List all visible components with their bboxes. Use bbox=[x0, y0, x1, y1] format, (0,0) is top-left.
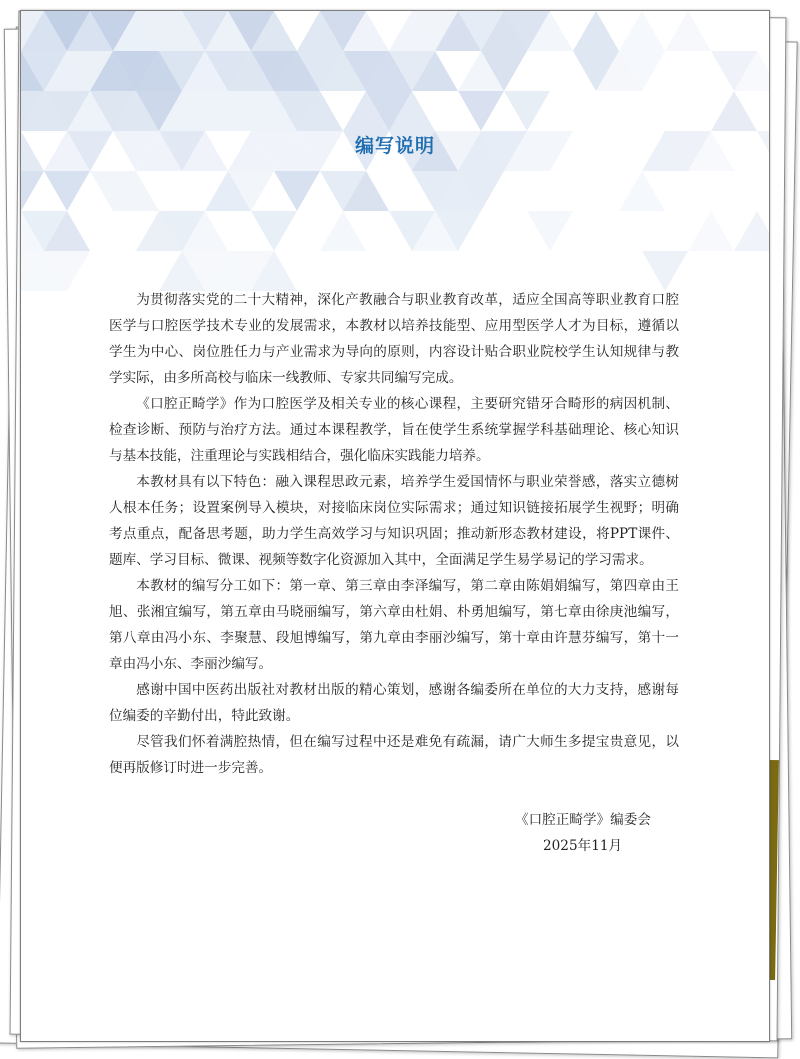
signature-block bbox=[461, 807, 701, 859]
paragraph-authors: 本教材的编写分工如下：第一章、第三章由李泽编写，第二章由陈娟娟编写，第四章由王旭、张湘宜编写，第五章由马晓丽编写，第六章由杜娟、朴勇旭编写，第七章由徐庚池编写，第八章由冯小东、李聚慧、段旭博编写，第九章由李丽沙编写，第十章由许慧芬编写，第十一章由冯小东、李丽沙编写。 bbox=[109, 578, 679, 672]
pattern-triangle bbox=[320, 211, 366, 251]
pattern-triangle bbox=[274, 171, 320, 211]
paragraph-course-intro: 《口腔正畸学》作为口腔医学及相关专业的核心课程，主要研究错牙合畸形的病因机制、检查诊断、预防与治疗方法。通过本课程教学，旨在使学生系统掌握学科基础理论、核心知识与基本技能，注重理论与实践相结合，强化临床实践能力培养。 bbox=[109, 396, 679, 464]
paragraph-acknowledgement: 感谢中国中医药出版社对教材出版的精心策划，感谢各编委所在单位的大力支持，感谢每位编委的辛勤付出，特此致谢。 bbox=[109, 682, 679, 724]
pattern-triangle bbox=[619, 171, 665, 211]
pattern-triangle bbox=[734, 211, 769, 251]
pattern-triangle bbox=[573, 11, 619, 51]
document-page bbox=[20, 10, 770, 1042]
pattern-triangle bbox=[504, 91, 550, 131]
pattern-triangle bbox=[711, 91, 757, 131]
pattern-triangle bbox=[688, 211, 734, 251]
page-title: 编写说明 bbox=[354, 135, 435, 157]
pattern-triangle bbox=[251, 211, 297, 251]
pattern-triangle bbox=[642, 251, 688, 291]
signature-date: 2025年11月 bbox=[543, 838, 623, 854]
pattern-triangle bbox=[458, 91, 504, 131]
paragraph-closing: 尽管我们怀着满腔热情，但在编写过程中还是难免有疏漏，请广大师生多提宝贵意见，以便再版修订时进一步完善。 bbox=[109, 734, 679, 776]
preface-body bbox=[109, 287, 679, 781]
pattern-triangle bbox=[21, 171, 44, 211]
pattern-triangle bbox=[665, 11, 711, 51]
pattern-triangle bbox=[44, 171, 90, 211]
paragraph-purpose: 为贯彻落实党的二十大精神，深化产教融合与职业教育改革，适应全国高等职业教育口腔医学与口腔医学技术专业的发展需求，本教材以培养技能型、应用型医学人才为目标，遵循以学生为中心、岗位胜任力与产业需求为导向的原则，内容设计贴合职业院校学生认知规律与教学实际，由多所高校与临床一线教师、专家共同编写完成。 bbox=[109, 292, 679, 386]
pattern-triangle bbox=[619, 11, 665, 51]
pattern-triangle bbox=[527, 211, 573, 251]
signature-org: 《口腔正畸学》编委会 bbox=[515, 812, 651, 828]
paragraph-features: 本教材具有以下特色：融入课程思政元素，培养学生爱国情怀与职业荣誉感，落实立德树人根本任务；设置案例导入模块，对接临床岗位实际需求；通过知识链接拓展学生视野；明确考点重点，配备思考题，助力学生高效学习与知识巩固；推动新形态教材建设，将PPT课件、题库、学习目标、微课、视频等数字化资源加入其中，全面满足学生易学易记的学习需求。 bbox=[109, 474, 679, 568]
